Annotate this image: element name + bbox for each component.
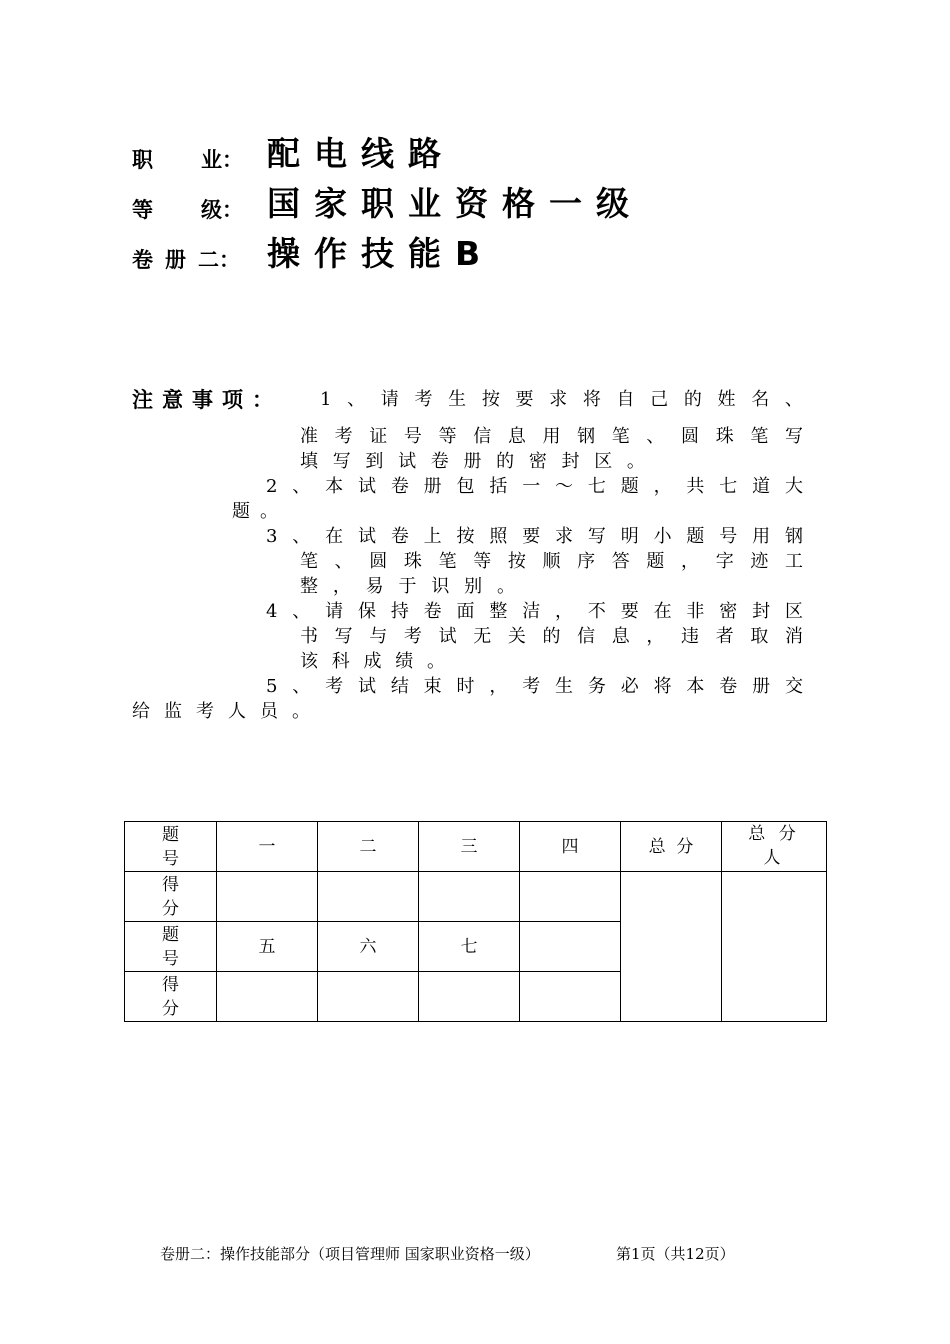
- note-char: 将: [653, 676, 672, 697]
- table-row: [125, 822, 827, 872]
- note-char: 消: [784, 626, 803, 647]
- note-char: 圆: [681, 426, 700, 447]
- note-char: 证: [369, 426, 388, 447]
- note-char: 迹: [750, 551, 769, 572]
- note-char: 保: [357, 601, 376, 622]
- note-char: 在: [653, 601, 672, 622]
- note-char: 的: [496, 451, 515, 472]
- note-char: 1: [320, 389, 332, 410]
- note-char: 非: [686, 601, 705, 622]
- note-char: 的: [683, 389, 702, 410]
- note-char: 、: [334, 551, 353, 572]
- note-char: 号: [403, 426, 422, 447]
- note-char: ，: [681, 551, 700, 572]
- note-char: 识: [431, 576, 450, 597]
- note-char: 到: [365, 451, 384, 472]
- score-input-q4[interactable]: [520, 872, 621, 922]
- note-char: 束: [423, 676, 442, 697]
- note-char: 本: [325, 476, 344, 497]
- note-char: 违: [681, 626, 700, 647]
- note-char: 息: [507, 426, 526, 447]
- note-char: 笔: [611, 426, 630, 447]
- profession-label: [132, 144, 243, 174]
- note-char: 绩: [395, 651, 414, 672]
- note-char: 考: [522, 676, 541, 697]
- note-char: 信: [473, 426, 492, 447]
- cell-text: 题号: [162, 824, 179, 869]
- note-char: 七: [719, 476, 738, 497]
- note-char: 题: [620, 476, 639, 497]
- note-char: 按: [456, 526, 475, 547]
- note-char: 等: [473, 551, 492, 572]
- note-line-11: [300, 649, 445, 675]
- note-char: 卷: [423, 601, 442, 622]
- note-char: 卷: [390, 476, 409, 497]
- cell-q4: 四: [520, 822, 621, 872]
- note-char: 笔: [300, 551, 318, 572]
- note-char: 4: [266, 601, 278, 622]
- note-char: 生: [555, 676, 574, 697]
- note-char: 、: [347, 389, 366, 410]
- note-char: 、: [784, 389, 803, 410]
- note-char: 取: [750, 626, 769, 647]
- note-char: 写: [587, 526, 606, 547]
- note-char: 按: [481, 389, 500, 410]
- note-char: 息: [611, 626, 630, 647]
- note-char: 共: [686, 476, 705, 497]
- note-char: 顺: [542, 551, 561, 572]
- note-char: 考: [414, 389, 433, 410]
- note-char: 试: [398, 451, 417, 472]
- note-line-8: [300, 574, 515, 600]
- volume-label: [132, 244, 240, 274]
- note-char: 珠: [403, 551, 422, 572]
- label-char: 二: [198, 248, 219, 272]
- note-char: 区: [594, 451, 613, 472]
- cell-q7: 七: [419, 922, 520, 972]
- cell-empty: [520, 922, 621, 972]
- note-char: 写: [784, 426, 803, 447]
- note-char: 明: [620, 526, 639, 547]
- footer-page-number: 第1页（共12页）: [616, 1245, 735, 1263]
- note-char: 。: [292, 701, 310, 722]
- note-char: 员: [260, 701, 278, 722]
- note-char: 结: [390, 676, 409, 697]
- note-char: 。: [427, 651, 445, 672]
- note-char: 易: [365, 576, 384, 597]
- cell-text: 得分: [162, 974, 179, 1019]
- note-char: 写: [332, 451, 351, 472]
- notes-label: 注意事项：: [132, 388, 282, 412]
- note-char: ，: [646, 626, 665, 647]
- note-char: 要: [620, 601, 639, 622]
- note-char: 本: [686, 676, 705, 697]
- note-char: 关: [507, 626, 526, 647]
- note-char: 人: [228, 701, 246, 722]
- note-char: 、: [292, 526, 311, 547]
- note-line-10: [300, 624, 803, 650]
- note-char: 、: [292, 476, 311, 497]
- note-char: 工: [784, 551, 803, 572]
- note-char: 考: [325, 676, 344, 697]
- note-char: 请: [325, 601, 344, 622]
- score-table: [124, 821, 827, 1022]
- note-char: 给: [132, 701, 150, 722]
- note-char: 者: [715, 626, 734, 647]
- note-char: ，: [653, 476, 672, 497]
- note-char: 字: [715, 551, 734, 572]
- note-char: 试: [357, 676, 376, 697]
- cell-text: 总 分人: [748, 824, 800, 868]
- note-char: 区: [784, 601, 803, 622]
- note-char: 笔: [438, 551, 457, 572]
- footer-left: 卷册二：操作技能部分（项目管理师 国家职业资格一级）: [160, 1245, 540, 1263]
- note-char: 一: [522, 476, 541, 497]
- note-char: ，: [332, 576, 351, 597]
- cell-score-label: [125, 972, 217, 1022]
- note-char: 名: [751, 389, 770, 410]
- note-char: 的: [542, 626, 561, 647]
- note-char: 必: [620, 676, 639, 697]
- cell-question-label: [125, 922, 217, 972]
- note-char: 用: [542, 426, 561, 447]
- note-char: 七: [587, 476, 606, 497]
- note-char: 时: [456, 676, 475, 697]
- note-char: 用: [752, 526, 771, 547]
- note-char: 与: [369, 626, 388, 647]
- total-scorer-input[interactable]: [722, 872, 827, 1022]
- note-char: 大: [784, 476, 803, 497]
- cell-question-label: [125, 822, 217, 872]
- note-char: 整: [489, 601, 508, 622]
- note-char: 准: [300, 426, 318, 447]
- note-char: 括: [489, 476, 508, 497]
- note-char: 答: [611, 551, 630, 572]
- note-char: 圆: [369, 551, 388, 572]
- note-char: 考: [334, 426, 353, 447]
- note-char: 题: [686, 526, 705, 547]
- note-char: 书: [300, 626, 318, 647]
- note-char: 将: [582, 389, 601, 410]
- note-char: 填: [300, 451, 318, 472]
- note-char: 等: [438, 426, 457, 447]
- score-input-q2[interactable]: [318, 872, 419, 922]
- note-char: 科: [331, 651, 350, 672]
- note-char: 。: [626, 451, 645, 472]
- note-char: 册: [752, 676, 771, 697]
- label-char: 册: [165, 248, 186, 272]
- note-line-7: [300, 549, 803, 575]
- note-char: 、: [646, 426, 665, 447]
- note-char: 2: [266, 476, 278, 497]
- label-char: ：: [222, 198, 243, 222]
- label-char: 等: [132, 198, 153, 222]
- note-char: 册: [423, 476, 442, 497]
- label-char: 级: [201, 198, 222, 222]
- note-char: 册: [463, 451, 482, 472]
- note-line-12: [266, 674, 803, 700]
- note-char: 自: [616, 389, 635, 410]
- score-input-q1[interactable]: [217, 872, 318, 922]
- cell-text: 得分: [162, 874, 179, 919]
- note-char: 。: [260, 501, 278, 522]
- note-line-6: [266, 524, 803, 550]
- note-char: ～: [555, 476, 574, 497]
- note-line-1: [320, 387, 803, 413]
- score-input-q6[interactable]: [318, 972, 419, 1022]
- volume-value: 操作技能B: [267, 234, 495, 273]
- note-char: 题: [646, 551, 665, 572]
- level-value: 国家职业资格一级: [267, 184, 643, 223]
- total-score-input[interactable]: [621, 872, 722, 1022]
- note-line-5: [232, 499, 278, 525]
- cell-q1: 一: [217, 822, 318, 872]
- note-char: 号: [719, 526, 738, 547]
- note-char: 钢: [784, 526, 803, 547]
- note-char: 卷: [719, 676, 738, 697]
- note-char: 封: [752, 601, 771, 622]
- note-char: 、: [292, 601, 311, 622]
- cell-q5: 五: [217, 922, 318, 972]
- note-char: 不: [587, 601, 606, 622]
- note-char: 、: [292, 676, 311, 697]
- note-char: 卷: [430, 451, 449, 472]
- note-char: 持: [390, 601, 409, 622]
- note-line-9: [266, 599, 803, 625]
- note-char: 上: [423, 526, 442, 547]
- note-char: 封: [561, 451, 580, 472]
- note-char: 3: [266, 526, 278, 547]
- note-char: 照: [489, 526, 508, 547]
- note-char: 别: [464, 576, 483, 597]
- note-char: 要: [522, 526, 541, 547]
- label-char: 业: [201, 148, 222, 172]
- cell-q3: 三: [419, 822, 520, 872]
- cell-q2: 二: [318, 822, 419, 872]
- note-line-3: [300, 449, 645, 475]
- note-char: 请: [380, 389, 399, 410]
- note-line-13: [132, 699, 310, 725]
- note-char: 无: [473, 626, 492, 647]
- table-row: [125, 872, 827, 922]
- note-char: 试: [357, 526, 376, 547]
- note-char: 求: [555, 526, 574, 547]
- note-char: 成: [363, 651, 382, 672]
- note-char: 序: [577, 551, 596, 572]
- score-input-empty[interactable]: [520, 972, 621, 1022]
- note-char: 该: [300, 651, 318, 672]
- note-char: 信: [577, 626, 596, 647]
- note-char: 写: [334, 626, 353, 647]
- note-char: 5: [266, 676, 278, 697]
- cell-total-scorer: [722, 822, 827, 872]
- note-char: 面: [456, 601, 475, 622]
- note-line-4: [266, 474, 803, 500]
- score-input-q3[interactable]: [419, 872, 520, 922]
- note-char: 密: [528, 451, 547, 472]
- note-char: 在: [325, 526, 344, 547]
- cell-q6: 六: [318, 922, 419, 972]
- level-label: [132, 194, 243, 224]
- label-char: 职: [132, 148, 153, 172]
- note-char: 试: [438, 626, 457, 647]
- label-char: ：: [222, 148, 243, 172]
- note-char: 按: [507, 551, 526, 572]
- note-char: 题: [232, 501, 250, 522]
- note-char: 洁: [522, 601, 541, 622]
- note-char: 姓: [717, 389, 736, 410]
- score-input-q5[interactable]: [217, 972, 318, 1022]
- note-char: 考: [403, 626, 422, 647]
- note-char: ，: [555, 601, 574, 622]
- note-char: 小: [653, 526, 672, 547]
- note-line-2: [300, 424, 803, 450]
- note-char: 道: [752, 476, 771, 497]
- note-char: 钢: [577, 426, 596, 447]
- note-char: 包: [456, 476, 475, 497]
- note-char: 密: [719, 601, 738, 622]
- note-char: 生: [448, 389, 467, 410]
- note-char: ，: [489, 676, 508, 697]
- cell-text: 题号: [162, 924, 179, 969]
- note-char: 珠: [715, 426, 734, 447]
- note-char: 于: [398, 576, 417, 597]
- note-char: 考: [196, 701, 214, 722]
- note-char: 整: [300, 576, 318, 597]
- note-char: 。: [496, 576, 515, 597]
- note-char: 己: [650, 389, 669, 410]
- note-char: 求: [549, 389, 568, 410]
- note-char: 要: [515, 389, 534, 410]
- note-char: 试: [357, 476, 376, 497]
- cell-total-score: 总 分: [621, 822, 722, 872]
- note-char: 务: [587, 676, 606, 697]
- label-char: 卷: [132, 248, 153, 272]
- note-char: 交: [784, 676, 803, 697]
- note-char: 监: [164, 701, 182, 722]
- cell-score-label: [125, 872, 217, 922]
- profession-value: 配电线路: [267, 134, 455, 173]
- label-char: ：: [219, 248, 240, 272]
- score-input-q7[interactable]: [419, 972, 520, 1022]
- note-char: 卷: [390, 526, 409, 547]
- note-char: 笔: [750, 426, 769, 447]
